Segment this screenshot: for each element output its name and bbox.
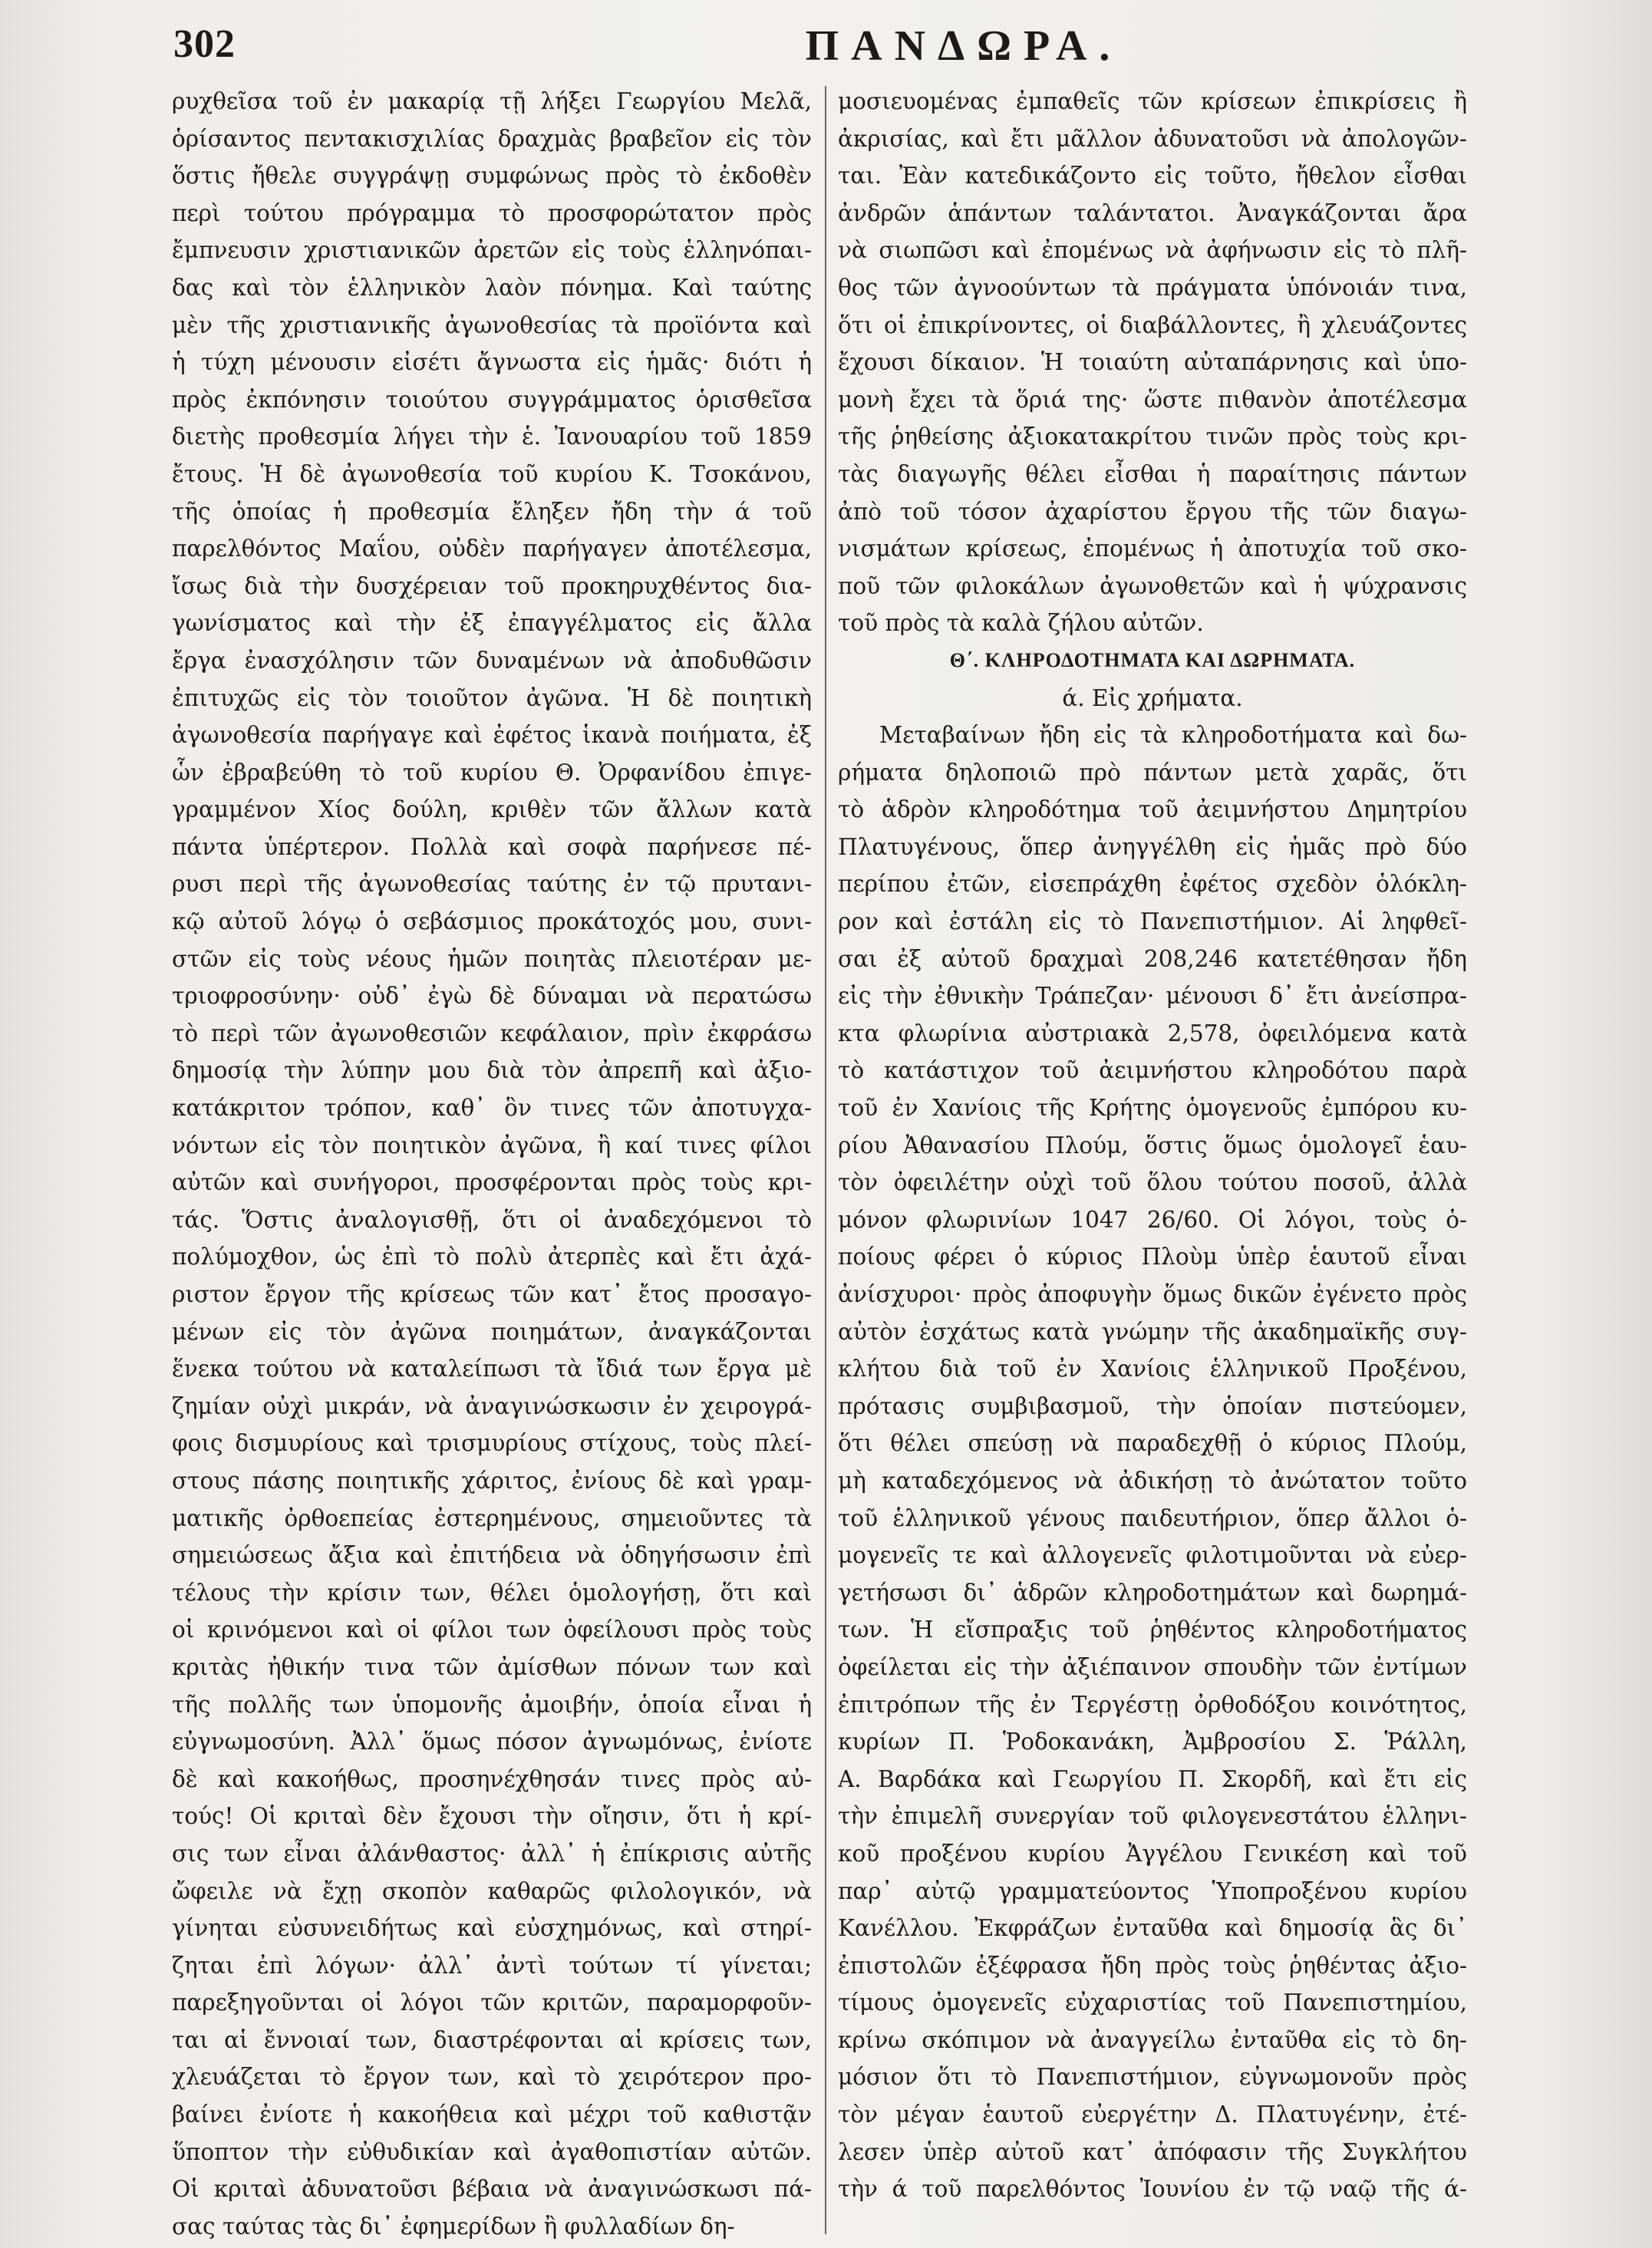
- text-line: κλήτου διὰ τοῦ ἐν Χανίοις ἑλληνικοῦ Προξένου,: [838, 1356, 1467, 1383]
- text-line: περίπου ἐτῶν, εἰσεπράχθη ἐφέτος σχεδὸν ὁλόκλη-: [838, 871, 1467, 898]
- text-line: κῷ αὐτοῦ λόγῳ ὁ σεβάσμιος προκάτοχός μου, συνι-: [172, 908, 812, 935]
- text-line: πρὸς ἐκπόνησιν τοιούτου συγγράμματος ὁρισθεῖσα: [172, 386, 812, 413]
- text-line: μόσιον ὅτι τὸ Πανεπιστήμιον, εὐγνωμονοῦν πρὸς: [838, 2064, 1467, 2091]
- text-line: ὀφείλεται εἰς τὴν ἀξιέπαινον σπουδὴν τῶν ἐντίμων: [838, 1653, 1467, 1680]
- text-line: τῆς ῥηθείσης ἀξιοκατακρίτου τινῶν πρὸς τοὺς κρι-: [838, 424, 1467, 450]
- text-line: ἐπιτυχῶς εἰς τὸν τοιοῦτον ἀγῶνα. Ἡ δὲ ποιητικὴ: [172, 684, 812, 711]
- text-line: τῆς ὁποίας ἡ προθεσμία ἔληξεν ἤδη τὴν ά τοῦ: [172, 498, 812, 525]
- text-line: ρήματα δηλοποιῶ πρὸ πάντων μετὰ χαρᾶς, ὅτι: [838, 759, 1467, 786]
- text-line: παρ᾽ αὐτῷ γραμματεύοντος Ὑποπροξένου κυρίου: [838, 1877, 1467, 1904]
- text-line: τὴν ά τοῦ παρελθόντος Ἰουνίου ἐν τῷ ναῷ τῆς ά-: [838, 2176, 1467, 2203]
- text-line: μὲν τῆς χριστιανικῆς ἀγωνοθεσίας τὰ προϊόντα καὶ: [172, 311, 812, 338]
- text-line: ποίους φέρει ὁ κύριος Πλοὺμ ὑπὲρ ἑαυτοῦ εἶναι: [838, 1244, 1467, 1271]
- text-line: ζηται ἐπὶ λόγων· ἀλλ᾽ ἀντὶ τούτων τί γίνεται;: [172, 1952, 812, 1979]
- text-line: γετήσωσι δι᾽ ἁδρῶν κληροδοτημάτων καὶ δωρημά-: [838, 1579, 1467, 1606]
- text-line: ἐπιστολῶν ἐξέφρασα ἤδη πρὸς τοὺς ῥηθέντας ἀξιο-: [838, 1952, 1467, 1979]
- text-line: ἕνεκα τούτου νὰ καταλείπωσι τὰ ἴδιά των ἔργα μὲ: [172, 1356, 812, 1383]
- text-line: τὸ περὶ τῶν ἀγωνοθεσιῶν κεφάλαιον, πρὶν ἐκφράσω: [172, 1020, 812, 1047]
- text-line: δημοσίᾳ τὴν λύπην μου διὰ τὸν ἀπρεπῆ καὶ ἀξιο-: [172, 1057, 812, 1084]
- text-line: ται αἱ ἔννοιαί των, διαστρέφονται αἱ κρίσεις των,: [172, 2026, 812, 2053]
- text-line: τίμους ὁμογενεῖς εὐχαριστίας τοῦ Πανεπιστημίου,: [838, 1989, 1467, 2016]
- text-line: ἀγωνοθεσία παρήγαγε καὶ ἐφέτος ἱκανὰ ποιήματα, ἐξ: [172, 722, 812, 749]
- text-line: ὅτι θέλει σπεύσῃ νὰ παραδεχθῇ ὁ κύριος Πλούμ,: [838, 1430, 1467, 1457]
- text-line: παρελθόντος Μαΐου, οὐδὲν παρήγαγεν ἀποτέλεσμα,: [172, 536, 812, 562]
- text-line: τοῦ πρὸς τὰ καλὰ ζήλου αὐτῶν.: [838, 610, 1204, 637]
- text-line: λεσεν ὑπὲρ αὐτοῦ κατ᾽ ἀπόφασιν τῆς Συγκλήτου: [838, 2138, 1467, 2165]
- text-line: γραμμένον Χίος δούλη, κριθὲν τῶν ἄλλων κατὰ: [172, 796, 812, 823]
- text-line: ὤφειλε νὰ ἔχῃ σκοπὸν καθαρῶς φιλολογικόν, νὰ: [172, 1877, 812, 1904]
- right-text-column: [838, 83, 1467, 2208]
- text-line: ματικῆς ὀρθοεπείας ἐστερημένους, σημειοῦντες τὰ: [172, 1505, 812, 1531]
- text-line: μὴ καταδεχόμενος νὰ ἀδικήσῃ τὸ ἀνώτατον τοῦτο: [838, 1467, 1467, 1494]
- text-line: τάς. Ὅστις ἀναλογισθῇ, ὅτι οἱ ἀναδεχόμενοι τὸ: [172, 1206, 812, 1233]
- text-line: ἔχουσι δίκαιον. Ἡ τοιαύτη αὐταπάρνησις καὶ ὑπο-: [838, 349, 1467, 376]
- text-line: ὕποπτον τὴν εὐθυδικίαν καὶ ἀγαθοπιστίαν αὐτῶν.: [172, 2138, 812, 2165]
- subheading: ά. Εἰς χρήματα.: [1062, 684, 1243, 711]
- text-line: ἀπὸ τοῦ τόσον ἀχαρίστου ἔργου τῆς τῶν διαγω-: [838, 498, 1467, 525]
- right-column-body: [838, 717, 1467, 2208]
- text-line: κοῦ προξένου κυρίου Ἀγγέλου Γενικέση καὶ τοῦ: [838, 1840, 1467, 1867]
- text-line: τὸ ἁδρὸν κληροδότημα τοῦ ἀειμνήστου Δημητρίου: [838, 796, 1467, 823]
- text-line: ρον καὶ ἐστάλη εἰς τὸ Πανεπιστήμιον. Αἱ ληφθεῖ-: [838, 908, 1467, 935]
- text-line: τοῦ ἑλληνικοῦ γένους παιδευτήριον, ὅπερ ἄλλοι ὁ-: [838, 1505, 1467, 1531]
- text-line: ὅστις ἤθελε συγγράψῃ συμφώνως πρὸς τὸ ἐκδοθὲν: [172, 163, 812, 190]
- text-line: τέλους τὴν κρίσιν των, θέλει ὁμολογήσῃ, ὅτι καὶ: [172, 1579, 812, 1606]
- text-line: μοσιευομένας ἐμπαθεῖς τῶν κρίσεων ἐπικρίσεις ἢ: [838, 88, 1467, 114]
- text-line: ζημίαν οὐχὶ μικράν, νὰ ἀναγινώσκωσιν ἐν χειρογρά-: [172, 1393, 812, 1419]
- text-line: σας ταύτας τὰς δι᾽ ἐφημερίδων ἢ φυλλαδίων δη-: [172, 2213, 735, 2240]
- text-line: γωνίσματος καὶ τὴν ἐξ ἐπαγγέλματος εἰς ἄλλα: [172, 610, 812, 637]
- text-line: ἡ τύχη μένουσιν εἰσέτι ἄγνωστα εἰς ἡμᾶς· διότι ἡ: [172, 349, 812, 376]
- text-line: ὅτι οἱ ἐπικρίνοντες, οἱ διαβάλλοντες, ἢ χλευάζοντες: [838, 311, 1467, 338]
- text-line: νισμάτων κρίσεως, ἐπομένως ἡ ἀποτυχία τοῦ σκο-: [838, 536, 1467, 562]
- text-line: γίνηται εὐσυνειδήτως καὶ εὐσχημόνως, καὶ στηρί-: [172, 1915, 812, 1942]
- text-line: μόνον φλωρινίων 1047 26/60. Οἱ λόγοι, τοὺς ὁ-: [838, 1206, 1467, 1233]
- page-number: 302: [173, 22, 236, 66]
- text-line: ἴσως διὰ τὴν δυσχέρειαν τοῦ προκηρυχθέντος δια-: [172, 572, 812, 599]
- text-line: πάντα ὑπέρτερον. Πολλὰ καὶ σοφὰ παρήνεσε πέ-: [172, 833, 812, 860]
- text-line: νὰ σιωπῶσι καὶ ἐπομένως νὰ ἀφήνωσιν εἰς τὸ πλῆ-: [838, 237, 1467, 264]
- text-line: εἰς τὴν ἐθνικὴν Τράπεζαν· μένουσι δ᾽ ἔτι ἀνείσπρα-: [838, 983, 1467, 1010]
- text-line: στους πάσης ποιητικῆς χάριτος, ἐνίους δὲ καὶ γραμ-: [172, 1467, 812, 1494]
- text-line: τὴν ἐπιμελῆ συνεργίαν τοῦ φιλογενεστάτου ἑλληνι-: [838, 1803, 1467, 1830]
- text-line: σις των εἶναι ἀλάνθαστος· ἀλλ᾽ ἡ ἐπίκρισις αὐτῆς: [172, 1840, 812, 1867]
- column-divider: [825, 86, 826, 2234]
- text-line: βαίνει ἐνίοτε ἡ κακοήθεια καὶ μέχρι τοῦ καθιστᾷν: [172, 2101, 812, 2128]
- text-line: ρυχθεῖσα τοῦ ἐν μακαρίᾳ τῇ λήξει Γεωργίου Μελᾶ,: [172, 88, 812, 114]
- text-line: τὰς διαγωγῆς θέλει εἶσθαι ἡ παραίτησις πάντων: [838, 460, 1467, 487]
- text-line: αὐτῶν καὶ συνήγοροι, προσφέρονται πρὸς τοὺς κρι-: [172, 1169, 812, 1196]
- text-line: περὶ τούτου πρόγραμμα τὸ προσφορώτατον πρὸς: [172, 199, 812, 226]
- right-column-continuation: [838, 83, 1467, 642]
- text-line: αὐτὸν ἐσχάτως κατὰ γνώμην τῆς ἀκαδημαϊκῆς συγ-: [838, 1318, 1467, 1345]
- text-line: ρίου Ἀθανασίου Πλούμ, ὅστις ὅμως ὁμολογεῖ ἑαυ-: [838, 1132, 1467, 1159]
- text-line: ποῦ τῶν φιλοκάλων ἀγωνοθετῶν καὶ ἡ ψύχρανσις: [838, 572, 1467, 599]
- text-line: ἀκρισίας, καὶ ἔτι μᾶλλον ἀδυνατοῦσι νὰ ἀπολογῶν-: [838, 125, 1467, 152]
- text-line: ἀνίσχυροι· πρὸς ἀποφυγὴν ὅμως δικῶν ἐγένετο πρὸς: [838, 1281, 1467, 1307]
- running-title: ΠΑΝΔΩΡΑ.: [805, 22, 1123, 70]
- text-line: τοῦ ἐν Χανίοις τῆς Κρήτης ὁμογενοῦς ἐμπόρου κυ-: [838, 1095, 1467, 1122]
- text-line: ὧν ἐβραβεύθη τὸ τοῦ κυρίου Θ. Ὀρφανίδου ἐπιγε-: [172, 759, 812, 786]
- text-line: τούς! Οἱ κριταὶ δὲν ἔχουσι τὴν οἴησιν, ὅτι ἡ κρί-: [172, 1803, 812, 1830]
- text-line: ριστον ἔργον τῆς κρίσεως τῶν κατ᾽ ἔτος προσαγο-: [172, 1281, 812, 1307]
- text-line: τῆς πολλῆς των ὑπομονῆς ἀμοιβήν, ὁποία εἶναι ἡ: [172, 1691, 812, 1718]
- text-line: θος τῶν ἀγνοούντων τὰ πράγματα ὑπόνοιάν τινα,: [838, 274, 1467, 301]
- text-line: Οἱ κριταὶ ἀδυνατοῦσι βέβαια νὰ ἀναγινώσκωσι πά-: [172, 2176, 812, 2203]
- text-line: ται. Ἐὰν κατεδικάζοντο εἰς τοῦτο, ἤθελον εἶσθαι: [838, 163, 1467, 190]
- text-line: τριοφροσύνην· οὐδ᾽ ἐγὼ δὲ δύναμαι νὰ περατώσω: [172, 983, 812, 1010]
- text-line: χλευάζεται τὸ ἔργον των, καὶ τὸ χειρότερον προ-: [172, 2064, 812, 2091]
- text-line: μονὴ ἔχει τὰ ὅριά της· ὥστε πιθανὸν ἀποτέλεσμα: [838, 386, 1467, 413]
- text-line: τὸν ὀφειλέτην οὐχὶ τοῦ ὅλου τούτου ποσοῦ, ἀλλὰ: [838, 1169, 1467, 1196]
- text-line: Α. Βαρδάκα καὶ Γεωργίου Π. Σκορδῆ, καὶ ἔτι εἰς: [838, 1765, 1467, 1792]
- text-line: τὸν μέγαν ἑαυτοῦ εὐεργέτην Δ. Πλατυγένην, ἐτέ-: [838, 2101, 1467, 2128]
- text-line: μένων εἰς τὸν ἀγῶνα ποιημάτων, ἀναγκάζονται: [172, 1318, 812, 1345]
- text-line: ὁρίσαντος πεντακισχιλίας δραχμὰς βραβεῖον εἰς τὸν: [172, 125, 812, 152]
- page-header: [173, 15, 1516, 84]
- text-line: ἔμπνευσιν χριστιανικῶν ἀρετῶν εἰς τοὺς ἑλληνόπαι-: [172, 237, 812, 264]
- text-line: ρυσι περὶ τῆς ἀγωνοθεσίας ταύτης ἐν τῷ πρυτανι-: [172, 871, 812, 898]
- text-line: παρεξηγοῦνται οἱ λόγοι τῶν κριτῶν, παραμορφοῦν-: [172, 1989, 812, 2016]
- text-line: μογενεῖς τε καὶ ἀλλογενεῖς φιλοτιμοῦνται νὰ εὐερ-: [838, 1542, 1467, 1569]
- left-text-column: [172, 83, 812, 2245]
- text-line: κτα φλωρίνια αὐστριακὰ 2,578, ὀφειλόμενα κατὰ: [838, 1020, 1467, 1047]
- section-heading: Θ΄. ΚΛΗΡΟΔΟΤΗΜΑΤΑ ΚΑΙ ΔΩΡΗΜΑΤΑ.: [949, 648, 1356, 671]
- text-line: των. Ἡ εἴσπραξις τοῦ ῥηθέντος κληροδοτήματος: [838, 1617, 1467, 1643]
- text-line: εὐγνωμοσύνη. Ἀλλ᾽ ὅμως πόσον ἀγνωμόνως, ἐνίοτε: [172, 1729, 812, 1755]
- text-line: οἱ κρινόμενοι καὶ οἱ φίλοι των ὀφείλουσι πρὸς τοὺς: [172, 1617, 812, 1643]
- text-line: Κανέλλου. Ἐκφράζων ἐνταῦθα καὶ δημοσίᾳ ἃς δι᾽: [838, 1915, 1467, 1942]
- text-line: πολύμοχθον, ὡς ἐπὶ τὸ πολὺ ἀτερπὲς καὶ ἔτι ἀχά-: [172, 1244, 812, 1271]
- text-line: ἀνδρῶν ἁπάντων ταλάντατοι. Ἀναγκάζονται ἄρα: [838, 199, 1467, 226]
- text-line: δὲ καὶ κακοήθως, προσηνέχθησάν τινες πρὸς αὐ-: [172, 1765, 812, 1792]
- text-line: κρίνω σκόπιμον νὰ ἀναγγείλω ἐνταῦθα εἰς τὸ δη-: [838, 2026, 1467, 2053]
- text-line: Πλατυγένους, ὅπερ ἀνηγγέλθη εἰς ἡμᾶς πρὸ δύο: [838, 833, 1467, 860]
- text-line: δας καὶ τὸν ἑλληνικὸν λαὸν πόνημα. Καὶ ταύτης: [172, 274, 812, 301]
- text-line: κριτὰς ἠθικήν τινα τῶν ἀμίσθων πόνων των καὶ: [172, 1653, 812, 1680]
- text-line: πρότασις συμβιβασμοῦ, τὴν ὁποίαν πιστεύομεν,: [838, 1393, 1467, 1419]
- text-line: κατάκριτον τρόπον, καθ᾽ ὃν τινες τῶν ἀποτυγχα-: [172, 1095, 812, 1122]
- text-line: σαι ἐξ αὐτοῦ δραχμαὶ 208,246 κατετέθησαν ἤδη: [838, 945, 1467, 972]
- text-line: τὸ κατάστιχον τοῦ ἀειμνήστου κληροδότου παρὰ: [838, 1057, 1467, 1084]
- text-line: στῶν εἰς τοὺς νέους ἡμῶν ποιητὰς πλειοτέραν με-: [172, 945, 812, 972]
- text-line: ἔργα ἐνασχόλησιν τῶν δυναμένων νὰ ἀποδυθῶσιν: [172, 647, 812, 674]
- text-line: ἔτους. Ἡ δὲ ἀγωνοθεσία τοῦ κυρίου Κ. Τσοκάνου,: [172, 460, 812, 487]
- text-line: κυρίων Π. Ῥοδοκανάκη, Ἀμβροσίου Σ. Ῥάλλη,: [838, 1729, 1467, 1755]
- text-line: σημειώσεως ἄξια καὶ ἐπιτήδεια νὰ ὁδηγήσωσιν ἐπὶ: [172, 1542, 812, 1569]
- text-line: ἐπιτρόπων τῆς ἐν Τεργέστῃ ὀρθοδόξου κοινότητος,: [838, 1691, 1467, 1718]
- text-line: Μεταβαίνων ἤδη εἰς τὰ κληροδοτήματα καὶ δω-: [879, 722, 1467, 749]
- text-line: διετὴς προθεσμία λήγει τὴν ἑ. Ἰανουαρίου τοῦ 1859: [172, 424, 812, 450]
- text-line: νόντων εἰς τὸν ποιητικὸν ἀγῶνα, ἢ καί τινες φίλοι: [172, 1132, 812, 1159]
- text-line: φοις δισμυρίους καὶ τρισμυρίους στίχους, τοὺς πλεί-: [172, 1430, 812, 1457]
